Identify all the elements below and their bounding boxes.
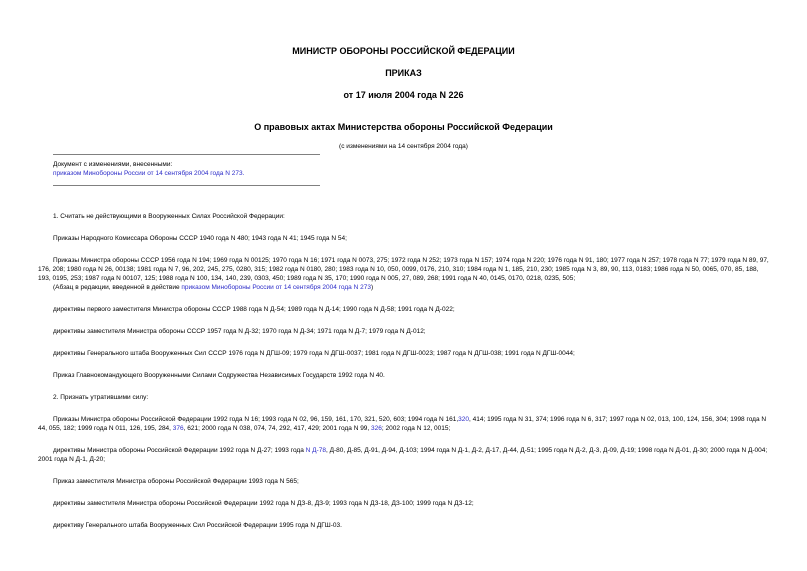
paragraph-1: 1. Считать не действующими в Вооруженных Силах Российской Федерации: — [53, 213, 285, 220]
document-title: О правовых актах Министерства обороны Российской Федерации — [254, 122, 553, 132]
amending-order-link-inline[interactable]: приказом Минобороны России от 14 сентября 2004 года N 273 — [181, 284, 371, 291]
paragraph-11: Приказ заместителя Министра обороны Российской Федерации 1993 года N 565; — [53, 478, 299, 485]
paragraph-10: директивы Министра обороны Российской Федерации 1992 года N Д-27; 1993 года N Д-78, Д-80, Д-85, Д-91, Д-94, Д-103; 1994 года N Д-1, Д-2, Д-17, Д-44, Д-51; 1995 года N Д-2, Д-3, Д-09, Д-19; 1998 года N Д-01, Д-30; 2000 года N Д-004; 2001 года N Д-1, Д-20; — [38, 447, 768, 463]
directive-d78-link[interactable]: N Д-78 — [305, 447, 326, 454]
paragraph-3-note: (Абзац в редакции, введенной в действие приказом Минобороны России от 14 сентября 2004 года N 273) — [53, 284, 374, 291]
paragraph-5: директивы заместителя Министра обороны СССР 1957 года N Д-32; 1970 года N Д-34; 1971 года N Д-7; 1979 года N Д-012; — [53, 328, 426, 335]
paragraph-3: Приказы Министра обороны СССР 1956 года N 194; 1969 года N 00125; 1970 года N 16; 1971 года N 0073, 275; 1972 года N 252; 1973 года N 157; 1974 года N 220; 1976 года N 91, 180; 1977 года N 257; 1978 года N 77; 1979 года N 89, 97, 176, 208; 1980 года N 26, 00138; 1981 года N 7, 96, 202, 245, 275, 0280, 315; 1982 года N 0180, 280; 1983 года N 10, 050, 0099, 0176, 210, 310; 1984 года N 1, 185, 210, 230; 1985 года N 3, 89, 90, 113, 0183; 1986 года N 50, 0065, 070, 85, 188, 193, 0195, 253; 1987 года N 00107, 125; 1988 года N 100, 134, 140, 239, 0303, 450; 1989 года N 35, 170; 1990 года N 005, 27, 089, 268; 1991 года N 40, 0145, 0170, 0218, 0235, 505; — [38, 257, 769, 282]
order-326-link[interactable]: 326 — [371, 425, 382, 432]
amending-order-link[interactable]: приказом Минобороны России от 14 сентября 2004 года N 273. — [53, 170, 245, 177]
amendment-note: (с изменениями на 14 сентября 2004 года) — [339, 143, 468, 150]
paragraph-13: директиву Генерального штаба Вооруженных Сил Российской Федерации 1995 года N ДГШ-03. — [53, 522, 342, 529]
order-320-link[interactable]: 320 — [458, 416, 469, 423]
document-body — [38, 212, 770, 543]
date-line: от 17 июля 2004 года N 226 — [343, 90, 464, 100]
order-376-link[interactable]: 376 — [172, 425, 184, 432]
info-bottom-rule — [53, 185, 320, 186]
ministry-heading: МИНИСТР ОБОРОНЫ РОССИЙСКОЙ ФЕДЕРАЦИИ — [292, 46, 515, 56]
info-line: Документ с изменениями, внесенными: — [53, 161, 173, 168]
info-top-rule — [53, 154, 320, 155]
paragraph-9: Приказы Министра обороны Российской Федерации 1992 года N 16; 1993 года N 02, 96, 159, 161, 170, 321, 520, 603; 1994 года N 161,320, 414; 1995 года N 31, 374; 1996 года N 6, 317; 1997 года N 02, 013, 100, 124, 156, 304; 1998 года N 44, 055, 182; 1999 года N 011, 126, 195, 284, 376, 621; 2000 года N 038, 074, 74, 292, 417, 429; 2001 года N 99, 326; 2002 года N 12, 0015; — [38, 416, 767, 432]
paragraph-6: директивы Генерального штаба Вооруженных Сил СССР 1976 года N ДГШ-09; 1979 года N ДГШ-0037; 1981 года N ДГШ-0023; 1987 года N ДГШ-038; 1991 года N ДГШ-0044; — [53, 350, 575, 357]
doc-type-heading: ПРИКАЗ — [385, 68, 422, 78]
paragraph-2: Приказы Народного Комиссара Обороны СССР 1940 года N 480; 1943 года N 41; 1945 года N 54; — [53, 235, 347, 242]
paragraph-8: 2. Признать утратившими силу: — [53, 394, 149, 401]
amendments-info-box — [53, 154, 320, 186]
paragraph-4: директивы первого заместителя Министра обороны СССР 1988 года N Д-54; 1989 года N Д-14; 1990 года N Д-58; 1991 года N Д-022; — [53, 306, 455, 313]
paragraph-7: Приказ Главнокомандующего Вооруженными Силами Содружества Независимых Государств 1992 года N 40. — [53, 372, 385, 379]
paragraph-12: директивы заместителя Министра обороны Российской Федерации 1992 года N ДЗ-8, ДЗ-9; 1993 года N ДЗ-18, ДЗ-100; 1999 года N ДЗ-12; — [53, 500, 474, 507]
